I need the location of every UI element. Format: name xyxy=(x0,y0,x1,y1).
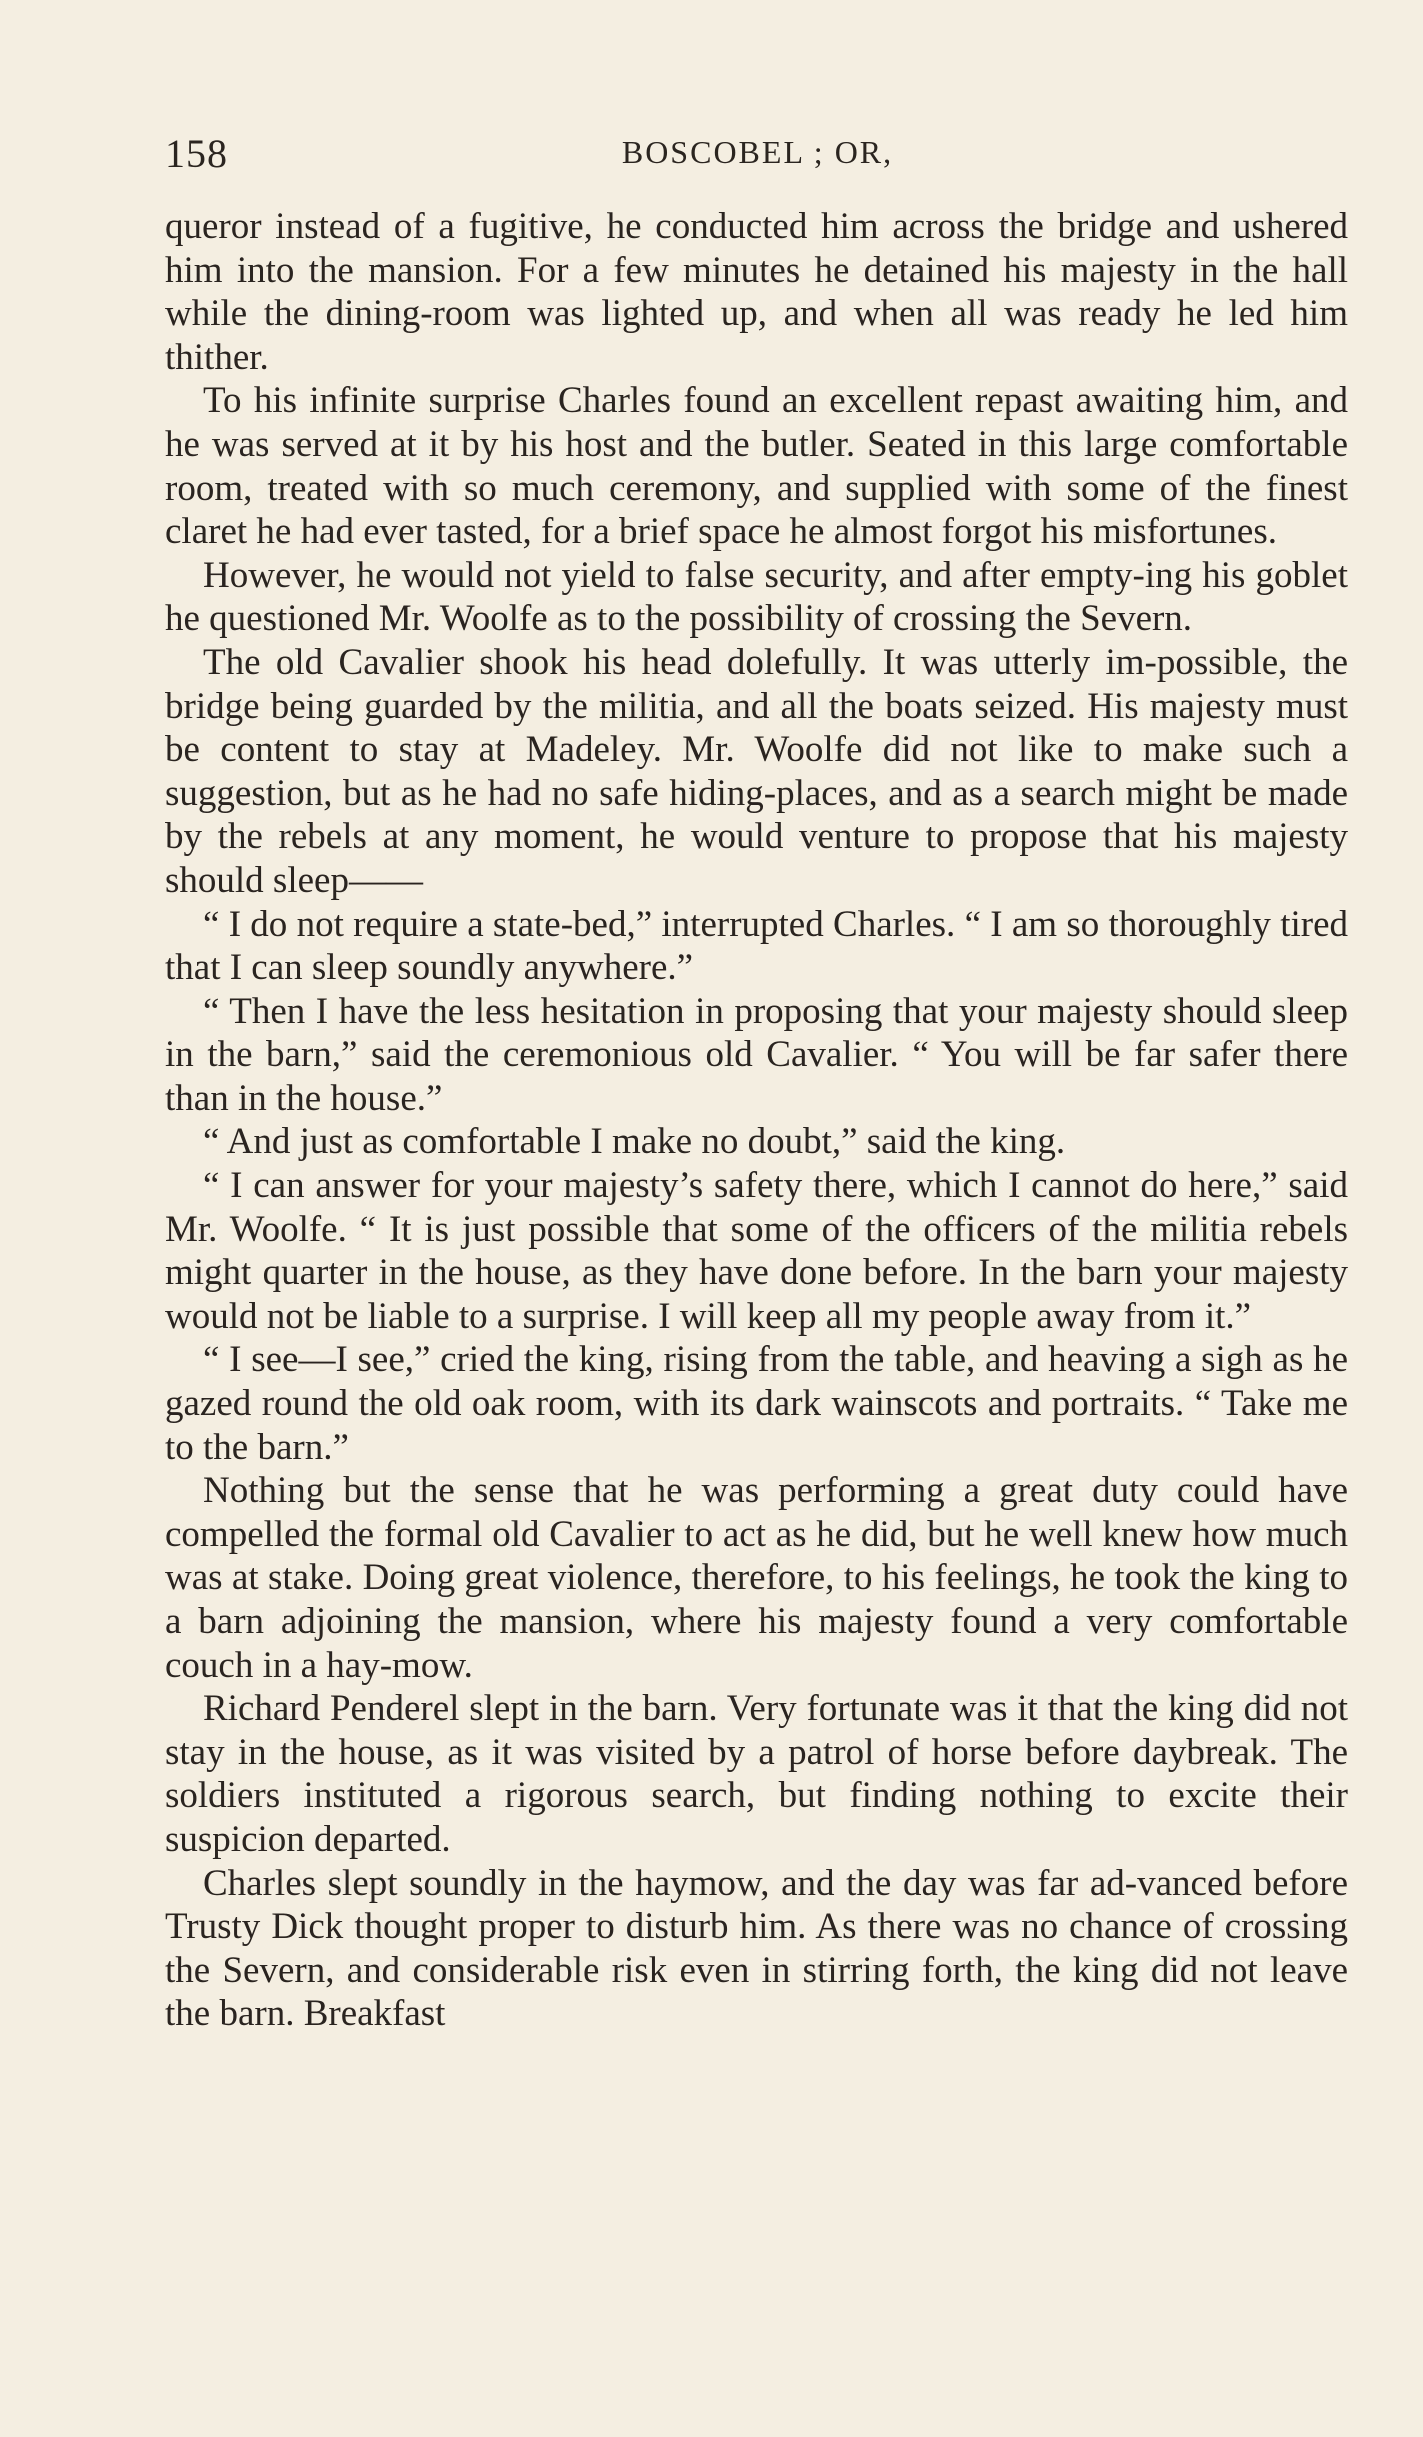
running-title: BOSCOBEL ; OR, xyxy=(621,134,894,170)
paragraph: The old Cavalier shook his head dolefully. It was utterly im-possible, the bridge being guarded by the militia, and all the boats seized. His majesty must be content to stay at Madeley. Mr. Woolfe did not like to make such a suggestion, but as he had no safe hiding-places, and as a search might be made by the rebels at any moment, he would venture to propose that his majesty should sleep—— xyxy=(165,641,1348,901)
body-text xyxy=(165,205,1348,2036)
paragraph: “ Then I have the less hesitation in proposing that your majesty should sleep in the barn,” said the ceremonious old Cavalier. “ You will be far safer there than in the house.” xyxy=(165,990,1348,1119)
page-number: 158 xyxy=(165,131,228,176)
paragraph: “ I see—I see,” cried the king, rising from the table, and heaving a sigh as he gazed round the old oak room, with its dark wainscots and portraits. “ Take me to the barn.” xyxy=(165,1339,1348,1468)
paragraph: To his infinite surprise Charles found an excellent repast awaiting him, and he was served at it by his host and the butler. Seated in this large comfortable room, treated with so much ceremony, and supplied with some of the finest claret he had ever tasted, for a brief space he almost forgot his misfortunes. xyxy=(165,380,1348,553)
paragraph: Nothing but the sense that he was performing a great duty could have compelled the formal old Cavalier to act as he did, but he well knew how much was at stake. Doing great violence, therefore, to his feelings, he took the king to a barn adjoining the mansion, where his majesty found a very comfortable couch in a hay-mow. xyxy=(165,1470,1348,1686)
paragraph: Charles slept soundly in the haymow, and the day was far ad-vanced before Trusty Dick thought proper to disturb him. As there was no chance of crossing the Severn, and considerable risk even in stirring forth, the king did not leave the barn. Breakfast xyxy=(165,1862,1348,2035)
paragraph: “ I do not require a state-bed,” interrupted Charles. “ I am so thoroughly tired that I can sleep soundly anywhere.” xyxy=(165,903,1348,989)
page-header xyxy=(165,130,1350,180)
paragraph: “ And just as comfortable I make no doubt,” said the king. xyxy=(203,1121,1066,1163)
paragraph: “ I can answer for your majesty’s safety there, which I cannot do here,” said Mr. Woolfe. “ It is just possible that some of the officers of the militia rebels might quarter in the house, as they have done before. In the barn your majesty would not be liable to a surprise. I will keep all my people away from it.” xyxy=(165,1165,1348,1337)
paragraph: Richard Penderel slept in the barn. Very fortunate was it that the king did not stay in the house, as it was visited by a patrol of horse before daybreak. The soldiers instituted a rigorous search, but finding nothing to excite their suspicion departed. xyxy=(165,1688,1348,1860)
paragraph: queror instead of a fugitive, he conducted him across the bridge and ushered him into the mansion. For a few minutes he detained his majesty in the hall while the dining-room was lighted up, and when all was ready he led him thither. xyxy=(165,206,1348,378)
paragraph: However, he would not yield to false security, and after empty-ing his goblet he questioned Mr. Woolfe as to the possibility of crossing the Severn. xyxy=(165,554,1348,640)
